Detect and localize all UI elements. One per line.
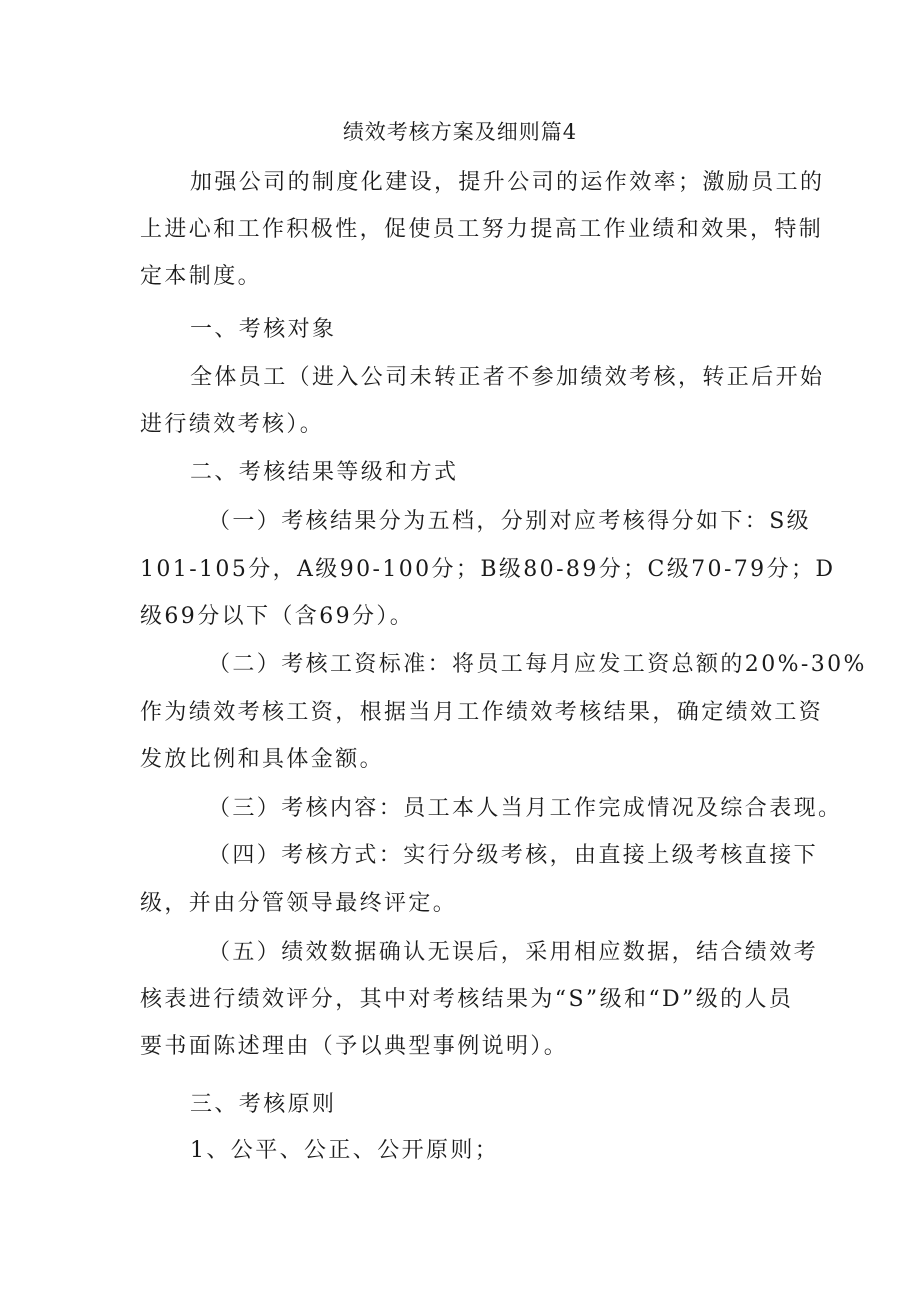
section-heading-2: 二、考核结果等级和方式 — [190, 460, 459, 485]
item-4-line-2: 级，并由分管领导最终评定。 — [140, 891, 458, 916]
section-1-line-2: 进行绩效考核）。 — [140, 412, 325, 437]
section-heading-1: 一、考核对象 — [190, 317, 337, 342]
section-heading-3: 三、考核原则 — [190, 1092, 337, 1117]
item-3-line-1: （三）考核内容：员工本人当月工作完成情况及综合表现。 — [208, 796, 843, 821]
principle-line-1: 1、公平、公正、公开原则； — [190, 1138, 500, 1163]
item-5-line-1: （五）绩效数据确认无误后，采用相应数据，结合绩效考 — [208, 940, 819, 965]
intro-line-1: 加强公司的制度化建设，提升公司的运作效率；激励员工的 — [190, 170, 825, 195]
item-4-line-1: （四）考核方式：实行分级考核，由直接上级考核直接下 — [208, 843, 819, 868]
item-1-line-2: 101-105分，A级90-100分；B级80-89分；C级70-79分；D — [140, 557, 836, 582]
item-1-line-3: 级69分以下（含69分）。 — [140, 604, 415, 629]
section-1-line-1: 全体员工（进入公司未转正者不参加绩效考核，转正后开始 — [190, 365, 825, 390]
item-2-line-1: （二）考核工资标准：将员工每月应发工资总额的20%-30% — [208, 652, 867, 677]
item-5-line-3: 要书面陈述理由（予以典型事例说明）。 — [140, 1034, 569, 1059]
item-1-line-1: （一）考核结果分为五档，分别对应考核得分如下：S级 — [208, 509, 812, 534]
intro-line-3: 定本制度。 — [140, 264, 263, 289]
item-2-line-3: 发放比例和具体金额。 — [140, 747, 385, 772]
intro-line-2: 上进心和工作积极性，促使员工努力提高工作业绩和效果，特制 — [140, 217, 824, 242]
item-5-line-2: 核表进行绩效评分，其中对考核结果为“S”级和“D”级的人员 — [140, 987, 794, 1012]
item-2-line-2: 作为绩效考核工资，根据当月工作绩效考核结果，确定绩效工资 — [140, 700, 824, 725]
document-title: 绩效考核方案及细则篇4 — [342, 120, 578, 144]
